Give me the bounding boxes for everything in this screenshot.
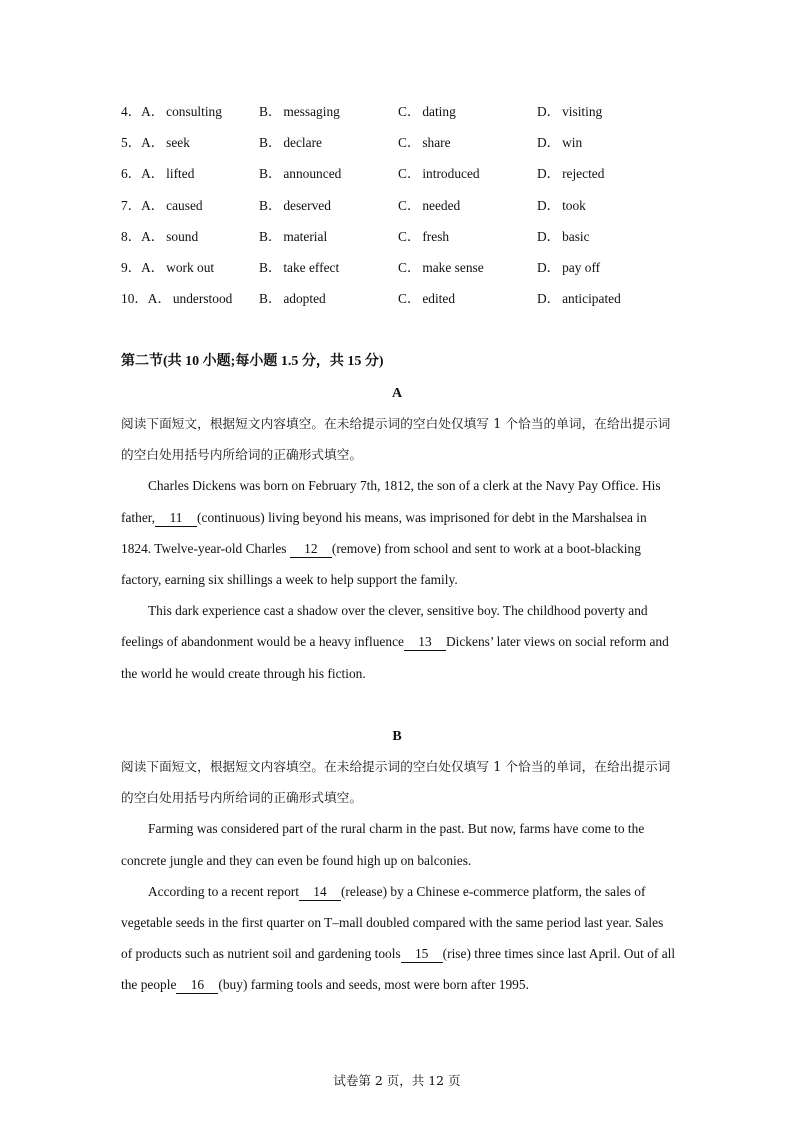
option-text: caused — [166, 197, 203, 213]
option-text: lifted — [166, 166, 195, 182]
option-letter: C ． — [398, 104, 420, 119]
option-a[interactable] — [121, 101, 222, 122]
option-a[interactable] — [121, 195, 203, 216]
blank-14[interactable]: 14 — [299, 884, 341, 901]
option-d[interactable] — [537, 195, 586, 216]
option-b[interactable] — [259, 257, 339, 278]
option-text: anticipated — [562, 291, 621, 307]
question-number: 5 ． — [121, 135, 141, 150]
passage-a-label: A — [391, 386, 403, 401]
option-text: take effect — [283, 259, 340, 275]
option-b[interactable] — [259, 132, 322, 153]
option-d[interactable] — [537, 101, 602, 122]
option-d[interactable] — [537, 257, 600, 278]
question-number: 10 ． — [121, 291, 148, 306]
option-letter: A ． — [141, 198, 164, 213]
option-letter: B ． — [259, 198, 281, 213]
option-letter: B ． — [259, 291, 281, 306]
question-number: 6 ． — [121, 166, 141, 181]
option-b[interactable] — [259, 195, 331, 216]
option-c[interactable] — [398, 163, 480, 184]
option-text: messaging — [283, 104, 340, 119]
question-row — [121, 163, 681, 194]
option-letter: D ． — [537, 229, 560, 244]
blank-12[interactable]: 12 — [290, 541, 332, 558]
passage-b-paragraph-1: Farming was considered part of the rural charm in the past. But now, farms have come to the concrete jungle and they can even be found high up on balconies. — [121, 821, 645, 868]
option-letter: D ． — [537, 135, 560, 150]
text: Charles Dickens was born on February 7th, 1812, the son of a clerk at the Navy Pay Office. — [148, 478, 639, 494]
option-text: edited — [422, 291, 456, 307]
option-letter: B ． — [259, 260, 281, 275]
option-text: share — [422, 135, 451, 151]
option-letter: B ． — [259, 135, 281, 150]
option-text: took — [562, 197, 586, 213]
question-number: 7 ． — [121, 198, 141, 213]
option-text: fresh — [422, 228, 450, 244]
option-a[interactable] — [121, 288, 232, 309]
question-row — [121, 288, 681, 319]
question-row — [121, 257, 681, 288]
option-letter: A ． — [141, 104, 164, 119]
option-d[interactable] — [537, 163, 604, 184]
text: (remove) from school and sent to work at a boot-blacking factory, earning six shillings a week to help support the family. — [121, 540, 641, 588]
question-number: 4 ． — [121, 104, 141, 119]
option-text: adopted — [283, 291, 326, 307]
option-a[interactable] — [121, 226, 198, 247]
passage-b-paragraph-2 — [121, 876, 676, 1001]
option-text: rejected — [562, 166, 605, 182]
option-b[interactable] — [259, 101, 340, 122]
option-letter: D ． — [537, 104, 560, 119]
option-letter: C ． — [398, 260, 420, 275]
section-title: 第二节(共 10 小题;每小题 1.5 分，共 15 分) — [121, 354, 384, 369]
option-c[interactable] — [398, 288, 455, 309]
blank-11[interactable]: 11 — [155, 510, 197, 527]
option-text: seek — [166, 135, 190, 151]
text: His father, — [121, 478, 661, 525]
option-c[interactable] — [398, 132, 451, 153]
option-text: material — [283, 228, 328, 244]
question-row — [121, 132, 681, 163]
text: According to a recent report — [148, 883, 299, 899]
text: (release) by a Chinese e-commerce platform, the sales of vegetable seeds in the first quarter on T–mall doubled compared with the same period last year. Sales of products such as nutrient soil and gardening tools — [121, 883, 664, 962]
option-letter: C ． — [398, 198, 420, 213]
page-footer: 试卷第 2 页，共 12 页 — [333, 1073, 461, 1088]
blank-13[interactable]: 13 — [404, 634, 446, 651]
option-letter: A ． — [141, 166, 164, 181]
option-c[interactable] — [398, 257, 484, 278]
option-text: declare — [283, 135, 322, 151]
passage-a-paragraph-2 — [121, 595, 676, 689]
option-a[interactable] — [121, 163, 194, 184]
option-text: understood — [172, 291, 233, 307]
option-a[interactable] — [121, 257, 214, 278]
option-b[interactable] — [259, 226, 327, 247]
option-text: win — [562, 135, 583, 151]
option-b[interactable] — [259, 288, 326, 309]
option-letter: B ． — [259, 166, 281, 181]
option-letter: A ． — [141, 135, 164, 150]
text: This dark experience cast a shadow over the clever, sensitive boy. The childhood poverty and feelings of abandonment would be a heavy influence — [121, 603, 648, 650]
question-number: 8 ． — [121, 229, 141, 244]
passage-a — [121, 408, 676, 689]
option-letter: C ． — [398, 135, 420, 150]
option-letter: C ． — [398, 291, 420, 306]
question-row — [121, 195, 681, 226]
option-letter: D ． — [537, 260, 560, 275]
option-letter: D ． — [537, 198, 560, 213]
option-text: sound — [166, 228, 199, 244]
option-text: consulting — [166, 104, 222, 119]
option-text: make sense — [422, 259, 484, 275]
question-row — [121, 226, 681, 257]
text: (rise) three times since last April. Out of all the people — [121, 946, 676, 993]
option-letter: D ． — [537, 291, 560, 306]
option-letter: C ． — [398, 166, 420, 181]
option-c[interactable] — [398, 101, 456, 122]
option-text: deserved — [283, 197, 331, 213]
option-letter: B ． — [259, 104, 281, 119]
option-text: visiting — [562, 104, 603, 119]
option-text: basic — [562, 228, 590, 244]
option-text: announced — [283, 166, 342, 182]
option-letter: A ． — [141, 229, 164, 244]
option-c[interactable] — [398, 195, 460, 216]
option-letter: D ． — [537, 166, 560, 181]
option-text: pay off — [562, 259, 601, 275]
question-row — [121, 101, 681, 132]
text: Dickens’ later views on social reform and the world he would create through his fiction. — [121, 634, 669, 681]
question-number: 9 ． — [121, 260, 141, 275]
option-c[interactable] — [398, 226, 449, 247]
passage-a-paragraph-1 — [121, 470, 676, 595]
passage-b — [121, 751, 676, 1001]
option-letter: A ． — [148, 291, 171, 306]
passage-b-label: B — [392, 729, 402, 744]
option-text: needed — [422, 197, 461, 213]
option-b[interactable] — [259, 163, 341, 184]
options-table — [121, 101, 681, 319]
option-text: dating — [422, 104, 456, 119]
option-letter: C ． — [398, 229, 420, 244]
passage-a-instruction: 阅读下面短文，根据短文内容填空。在未给提示词的空白处仅填写 1 个恰当的单词，在给出提示词的空白处用括号内所给词的正确形式填空。 — [121, 416, 671, 463]
blank-15[interactable]: 15 — [401, 946, 443, 963]
option-a[interactable] — [121, 132, 190, 153]
text: (buy) farming tools and seeds, most were born after 1995. — [218, 977, 529, 993]
option-d[interactable] — [537, 132, 582, 153]
option-letter: A ． — [141, 260, 164, 275]
text: (continuous) living beyond his means, was imprisoned for debt in the Marshalsea in 1824. Twelve-year-old Charles — [121, 509, 647, 556]
passage-b-instruction: 阅读下面短文，根据短文内容填空。在未给提示词的空白处仅填写 1 个恰当的单词，在给出提示词的空白处用括号内所给词的正确形式填空。 — [121, 759, 671, 806]
option-d[interactable] — [537, 288, 621, 309]
option-text: work out — [166, 259, 215, 275]
option-letter: B ． — [259, 229, 281, 244]
option-text: introduced — [422, 166, 480, 182]
option-d[interactable] — [537, 226, 590, 247]
blank-16[interactable]: 16 — [176, 977, 218, 994]
